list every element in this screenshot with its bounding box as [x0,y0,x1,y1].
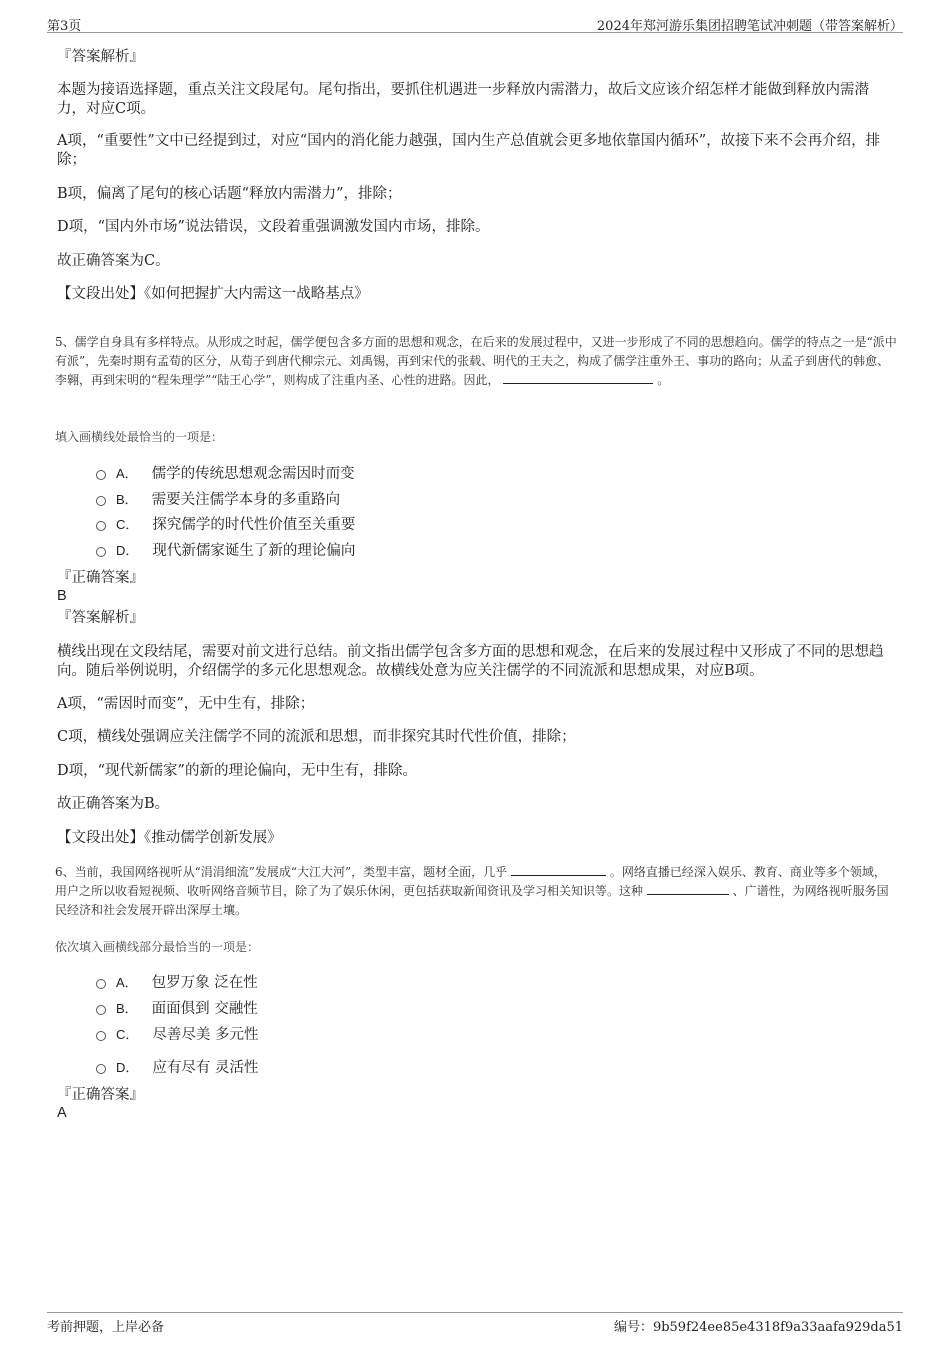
q6-blank-2 [647,882,729,895]
q5-option-a[interactable] [96,462,355,482]
q6-correct-heading: 『正确答案』 [57,1087,144,1103]
q5-analysis-p5: 故正确答案为B。 [57,796,170,812]
q4-analysis-p2: A项，“重要性”文中已经提到过，对应“国内的消化能力越强，国内生产总值就会更多地依靠国内循环”，故接下来不会再介绍，排除； [57,133,881,168]
q5-analysis-p2: A项，“需因时而变”，无中生有，排除； [57,696,315,712]
option-key: A． [116,465,138,481]
page-header [47,14,903,33]
radio-icon[interactable] [96,979,106,989]
option-text: 应有尽有 灵活性 [152,1059,259,1076]
q4-analysis-p3: B项，偏离了尾句的核心话题“释放内需潜力”，排除； [57,186,402,202]
q4-source: 【文段出处】《如何把握扩大内需这一战略基点》 [57,286,369,302]
document-code: 编号：9b59f24ee85e4318f9a33aafa929da51 [613,1320,903,1335]
radio-icon[interactable] [96,496,106,506]
q6-blank-1 [511,863,606,876]
option-text: 尽善尽美 多元性 [152,1026,259,1043]
q4-analysis-p1: 本题为接语选择题，重点关注文段尾句。尾句指出，要抓住机遇进一步释放内需潜力，故后文应该介绍怎样才能做到释放内需潜力，对应C项。 [57,82,869,117]
option-text: 需要关注儒学本身的多重路向 [151,491,341,508]
option-key: C． [116,1026,139,1042]
option-key: C． [116,516,139,532]
q6-option-c[interactable] [96,1023,259,1043]
q5-option-c[interactable] [96,513,355,533]
radio-icon[interactable] [96,521,106,531]
q6-text-a: 6、当前，我国网络视听从“涓涓细流”发展成“大江大河”，类型丰富，题材全面，几乎 [55,865,508,879]
q5-analysis-p3: C项，横线处强调应关注儒学不同的流派和思想，而非探究其时代性价值，排除； [57,729,576,745]
option-key: B． [116,491,138,507]
q6-stem [55,863,897,920]
radio-icon[interactable] [96,1005,106,1015]
option-key: A． [116,974,138,990]
q5-blank [503,371,653,384]
q5-text-b: 。 [657,373,670,387]
q5-correct-heading: 『正确答案』 [57,570,144,586]
q5-answer: B [57,588,67,604]
document-title: 2024年郑河游乐集团招聘笔试冲刺题（带答案解析） [596,19,903,34]
radio-icon[interactable] [96,1031,106,1041]
page-footer [47,1312,903,1333]
q5-text-a: 5、儒学自身具有多样特点。从形成之时起，儒学便包含多方面的思想和观念，在后来的发展过程中，又进一步形成了不同的思想趋向。儒学的特点之一是“派中有派”，先秦时期有孟荀的区分，从荀子到唐代柳宗元、刘禹锡，再到宋代的张载、明代的王夫之，构成了儒学注重外王、事功的路向；从孟子到唐代的韩愈、李翱，再到宋明的“程朱理学”“陆王心学”，则构成了注重内圣、心性的进路。因此， [55,335,897,387]
q6-option-d[interactable] [96,1056,259,1076]
radio-icon[interactable] [96,1064,106,1074]
q6-prompt: 依次填入画横线部分最恰当的一项是： [55,940,260,954]
q5-analysis-p1: 横线出现在文段结尾，需要对前文进行总结。前文指出儒学包含多方面的思想和观念，在后来的发展过程中又形成了不同的思想趋向。随后举例说明，介绍儒学的多元化思想观念。故横线处意为应关注儒学的不同流派和思想成果，对应B项。 [57,644,884,679]
q4-analysis-p5: 故正确答案为C。 [57,253,170,269]
option-text: 儒学的传统思想观念需因时而变 [151,465,355,482]
radio-icon[interactable] [96,470,106,480]
q5-source: 【文段出处】《推动儒学创新发展》 [57,830,282,846]
footer-slogan: 考前押题，上岸必备 [47,1320,165,1335]
q6-option-b[interactable] [96,997,258,1017]
q6-text-b: 。网络直播已经深入娱乐、教育、商业等多个领域，用户之所以收看短视频、收听网络音频节目，除了为了娱乐休闲，更包括获取新闻资讯及学习相关知识等。这种 [55,865,886,898]
q5-option-d[interactable] [96,539,355,559]
option-key: B． [116,1000,138,1016]
option-text: 探究儒学的时代性价值至关重要 [152,516,356,533]
q6-answer: A [57,1105,67,1121]
page-number: 第3页 [47,19,82,34]
q6-option-a[interactable] [96,971,258,991]
q5-prompt: 填入画横线处最恰当的一项是： [55,430,224,444]
q5-analysis-p4: D项，“现代新儒家”的新的理论偏向，无中生有，排除。 [57,763,417,779]
q4-analysis-heading: 『答案解析』 [57,49,144,65]
q5-analysis-heading: 『答案解析』 [57,610,144,626]
q6-text-c: 、广谱性，为网络视听服务国民经济和社会发展开辟出深厚土壤。 [55,884,889,917]
radio-icon[interactable] [96,547,106,557]
q5-option-b[interactable] [96,488,340,508]
option-key: D． [116,542,139,558]
option-text: 包罗万象 泛在性 [151,974,258,991]
option-key: D． [116,1059,139,1075]
q4-analysis-p4: D项，“国内外市场”说法错误，文段着重强调激发国内市场，排除。 [57,219,490,235]
option-text: 面面俱到 交融性 [151,1000,258,1017]
q5-stem [55,333,897,390]
option-text: 现代新儒家诞生了新的理论偏向 [152,542,356,559]
